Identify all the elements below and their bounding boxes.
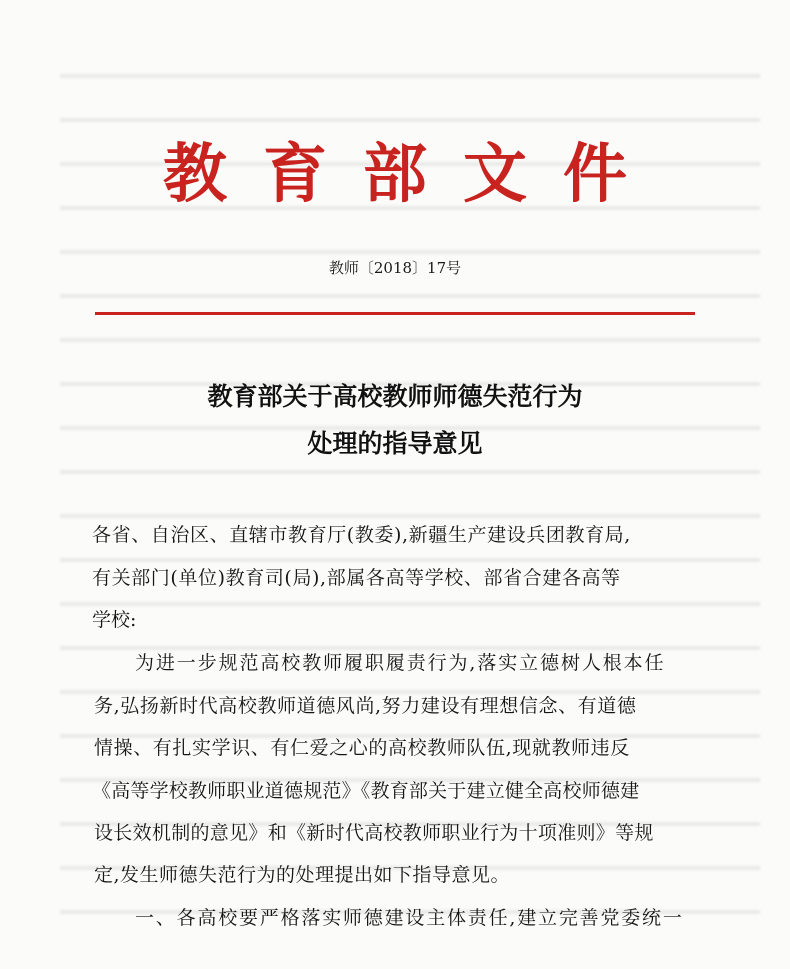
body-line-10: 一、各高校要严格落实师德建设主体责任,建立完善党委统一 [135,907,684,929]
issuer-header: 教育部文件 [163,137,663,212]
document-title-line-1: 教育部关于高校教师师德失范行为 [207,382,583,411]
body-line-8: 设长效机制的意见》和《新时代高校教师职业行为十项准则》等规 [94,822,654,844]
body-line-2: 有关部门(单位)教育司(局),部属各高等学校、部省合建各高等 [92,567,621,589]
body-line-9: 定,发生师德失范行为的处理提出如下指导意见。 [94,864,511,886]
body-line-4: 为进一步规范高校教师履职履责行为,落实立德树人根本任 [135,652,666,674]
body-line-1: 各省、自治区、直辖市教育厅(教委),新疆生产建设兵团教育局, [92,524,631,546]
body-line-3: 学校: [92,609,137,631]
body-line-6: 情操、有扎实学识、有仁爱之心的高校教师队伍,现就教师违反 [94,737,630,759]
body-line-5: 务,弘扬新时代高校教师道德风尚,努力建设有理想信念、有道德 [94,695,637,717]
document-number: 教师〔2018〕17号 [328,259,462,277]
body-line-7: 《高等学校教师职业道德规范》《教育部关于建立健全高校师德建 [92,780,640,802]
red-separator-line [95,312,695,315]
document-title-line-2: 处理的指导意见 [307,429,483,458]
